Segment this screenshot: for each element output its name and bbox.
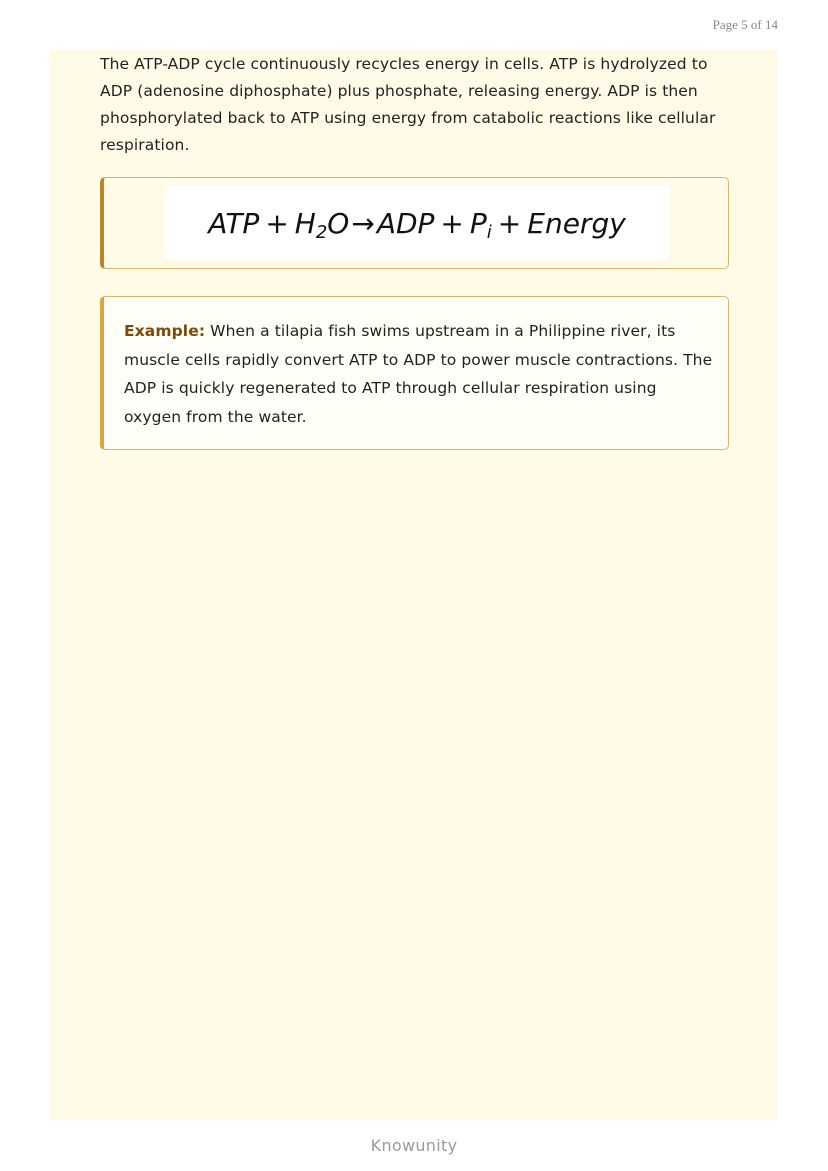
- formula-box: [100, 177, 729, 269]
- example-body: When a tilapia fish swims upstream in a Philippine river, its muscle cells rapidly convert ATP to ADP to power muscle contractions. The ADP is quickly regenerated to ATP through cellular respiration using oxygen from the water.: [124, 322, 713, 426]
- formula-image: [165, 186, 669, 260]
- equation-water-subscript: 2: [315, 221, 328, 243]
- equation-plus: +: [440, 206, 464, 240]
- example-text: [124, 317, 714, 431]
- equation-phosphate-p: P: [469, 206, 487, 240]
- equation-plus: +: [265, 206, 289, 240]
- equation-water-o: O: [327, 206, 350, 240]
- equation-adp: ADP: [376, 206, 435, 240]
- equation-water-h: H: [294, 206, 316, 240]
- footer-brand: Knowunity: [370, 1136, 458, 1155]
- equation-energy: Energy: [527, 206, 626, 240]
- page-number: Page 5 of 14: [712, 17, 778, 32]
- equation-phosphate-subscript: i: [486, 221, 492, 243]
- example-label: Example:: [124, 322, 206, 340]
- equation-arrow: →: [351, 206, 375, 240]
- equation-plus: +: [497, 206, 522, 240]
- equation: [208, 206, 626, 243]
- example-callout: [100, 296, 729, 450]
- intro-paragraph: The ATP-ADP cycle continuously recycles energy in cells. ATP is hydrolyzed to ADP (adenosine diphosphate) plus phosphate, releasing energy. ADP is then phosphorylated back to ATP using energy from catabolic reactions like cellular respiration.: [100, 55, 716, 154]
- equation-atp: ATP: [208, 206, 260, 240]
